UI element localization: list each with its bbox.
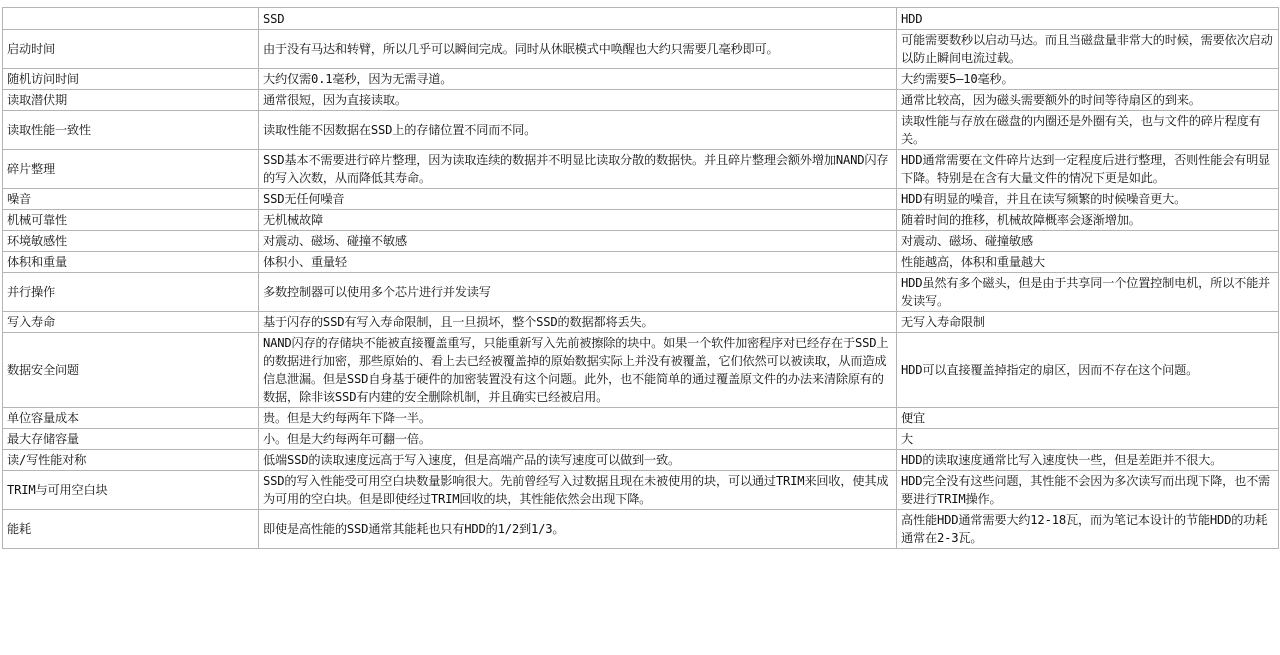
ssd-cell: NAND闪存的存储块不能被直接覆盖重写，只能重新写入先前被擦除的块中。如果一个软件加密程序对已经存在于SSD上的数据进行加密，那些原始的、看上去已经被覆盖掉的原始数据实际上并没有被覆盖，它们依然可以被读取，从而造成信息泄漏。但是SSD自身基于硬件的加密装置没有这个问题。此外，也不能简单的通过覆盖原文件的办法来清除原有的数据，除非该SSD有内建的安全删除机制，并且确实已经被启用。 [259,333,897,408]
comparison-page [2,7,1278,549]
table-row [3,450,1279,471]
ssd-cell: 通常很短，因为直接读取。 [259,90,897,111]
hdd-cell: 性能越高，体积和重量越大 [897,252,1279,273]
table-row [3,90,1279,111]
hdd-cell: HDD完全没有这些问题，其性能不会因为多次读写而出现下降，也不需要进行TRIM操作。 [897,471,1279,510]
hdd-cell: HDD可以直接覆盖掉指定的扇区，因而不存在这个问题。 [897,333,1279,408]
table-row [3,510,1279,549]
feature-cell: 最大存储容量 [3,429,259,450]
feature-cell: 碎片整理 [3,150,259,189]
ssd-cell: 大约仅需0.1毫秒，因为无需寻道。 [259,69,897,90]
table-row [3,252,1279,273]
feature-cell: 噪音 [3,189,259,210]
ssd-cell: 体积小、重量轻 [259,252,897,273]
hdd-cell: HDD通常需要在文件碎片达到一定程度后进行整理，否则性能会有明显下降。特别是在含有大量文件的情况下更是如此。 [897,150,1279,189]
table-row [3,273,1279,312]
table-row [3,429,1279,450]
table-row [3,408,1279,429]
ssd-cell: 贵。但是大约每两年下降一半。 [259,408,897,429]
ssd-cell: 基于闪存的SSD有写入寿命限制，且一旦损坏，整个SSD的数据都将丢失。 [259,312,897,333]
hdd-cell: 无写入寿命限制 [897,312,1279,333]
feature-cell: 能耗 [3,510,259,549]
hdd-cell: 读取性能与存放在磁盘的内圈还是外圈有关，也与文件的碎片程度有关。 [897,111,1279,150]
table-row [3,189,1279,210]
table-header-row [3,8,1279,30]
ssd-cell: SSD的写入性能受可用空白块数量影响很大。先前曾经写入过数据且现在未被使用的块，可以通过TRIM来回收，使其成为可用的空白块。但是即使经过TRIM回收的块，其性能依然会出现下降。 [259,471,897,510]
hdd-cell: HDD的读取速度通常比写入速度快一些，但是差距并不很大。 [897,450,1279,471]
ssd-cell: SSD基本不需要进行碎片整理，因为读取连续的数据并不明显比读取分散的数据快。并且碎片整理会额外增加NAND闪存的写入次数，从而降低其寿命。 [259,150,897,189]
feature-cell: 环境敏感性 [3,231,259,252]
ssd-cell: 由于没有马达和转臂，所以几乎可以瞬间完成。同时从休眠模式中唤醒也大约只需要几毫秒即可。 [259,30,897,69]
table-row [3,111,1279,150]
table-row [3,231,1279,252]
ssd-cell: 多数控制器可以使用多个芯片进行并发读写 [259,273,897,312]
ssd-cell: 小。但是大约每两年可翻一倍。 [259,429,897,450]
hdd-cell: 对震动、磁场、碰撞敏感 [897,231,1279,252]
header-cell-feature [3,8,259,30]
table-row [3,471,1279,510]
table-row [3,69,1279,90]
hdd-cell: 通常比较高，因为磁头需要额外的时间等待扇区的到来。 [897,90,1279,111]
hdd-cell: 大约需要5–10毫秒。 [897,69,1279,90]
feature-cell: 体积和重量 [3,252,259,273]
table-row [3,150,1279,189]
feature-cell: 随机访问时间 [3,69,259,90]
hdd-cell: 随着时间的推移，机械故障概率会逐渐增加。 [897,210,1279,231]
feature-cell: 并行操作 [3,273,259,312]
ssd-cell: 低端SSD的读取速度远高于写入速度，但是高端产品的读写速度可以做到一致。 [259,450,897,471]
feature-cell: 读/写性能对称 [3,450,259,471]
table-row [3,210,1279,231]
ssd-cell: 对震动、磁场、碰撞不敏感 [259,231,897,252]
feature-cell: 机械可靠性 [3,210,259,231]
feature-cell: TRIM与可用空白块 [3,471,259,510]
table-body [3,8,1279,549]
table-row [3,312,1279,333]
header-cell-ssd: SSD [259,8,897,30]
table-row [3,333,1279,408]
hdd-cell: 大 [897,429,1279,450]
feature-cell: 启动时间 [3,30,259,69]
feature-cell: 单位容量成本 [3,408,259,429]
ssd-hdd-comparison-table [2,7,1279,549]
ssd-cell: SSD无任何噪音 [259,189,897,210]
hdd-cell: HDD有明显的噪音，并且在读写频繁的时候噪音更大。 [897,189,1279,210]
ssd-cell: 无机械故障 [259,210,897,231]
table-row [3,30,1279,69]
feature-cell: 数据安全问题 [3,333,259,408]
ssd-cell: 即使是高性能的SSD通常其能耗也只有HDD的1/2到1/3。 [259,510,897,549]
feature-cell: 读取潜伏期 [3,90,259,111]
feature-cell: 读取性能一致性 [3,111,259,150]
hdd-cell: 便宜 [897,408,1279,429]
hdd-cell: 可能需要数秒以启动马达。而且当磁盘量非常大的时候，需要依次启动以防止瞬间电流过载。 [897,30,1279,69]
ssd-cell: 读取性能不因数据在SSD上的存储位置不同而不同。 [259,111,897,150]
header-cell-hdd: HDD [897,8,1279,30]
feature-cell: 写入寿命 [3,312,259,333]
hdd-cell: 高性能HDD通常需要大约12-18瓦，而为笔记本设计的节能HDD的功耗通常在2-3瓦。 [897,510,1279,549]
hdd-cell: HDD虽然有多个磁头，但是由于共享同一个位置控制电机，所以不能并发读写。 [897,273,1279,312]
